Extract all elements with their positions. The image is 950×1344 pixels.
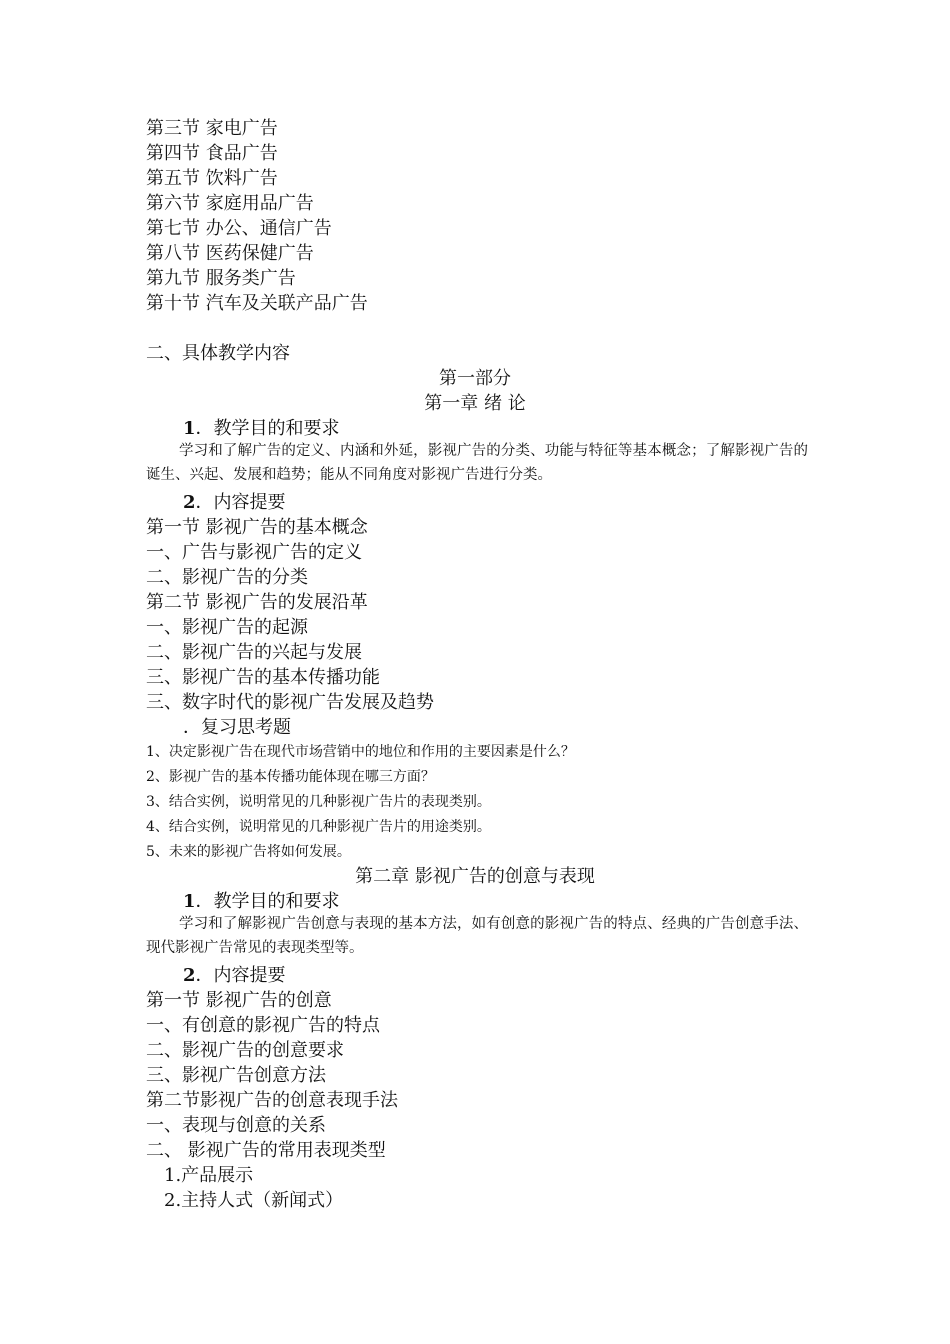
- toc-section-3: 第三节 家电广告: [146, 118, 278, 139]
- goal-title: ．教学目的和要求: [195, 418, 340, 439]
- chapter-1-content-line: 三、影视广告的基本传播功能: [146, 667, 380, 688]
- toc-section-7: 第七节 办公、通信广告: [146, 218, 332, 239]
- chapter-1-goal-heading: [183, 414, 340, 440]
- chapter-1-title: 第一章 绪 论: [424, 393, 526, 414]
- chapter-1-content-line: 二、影视广告的分类: [146, 567, 308, 588]
- toc-section-5: 第五节 饮料广告: [146, 168, 278, 189]
- goal-title: ．教学目的和要求: [195, 891, 340, 912]
- chapter-2-content-line: 一、有创意的影视广告的特点: [146, 1015, 380, 1036]
- section-heading: 二、具体教学内容: [146, 343, 290, 364]
- toc-section-9: 第九节 服务类广告: [146, 268, 296, 289]
- chapter-2-goal-heading: [183, 887, 340, 913]
- chapter-2-content-line: 第一节 影视广告的创意: [146, 990, 332, 1011]
- chapter-1-content-line: 二、影视广告的兴起与发展: [146, 642, 362, 663]
- chapter-1-content-line: 第二节 影视广告的发展沿革: [146, 592, 368, 613]
- chapter-2-content-line: 二、影视广告的创意要求: [146, 1040, 344, 1061]
- chapter-1-content-line: 一、广告与影视广告的定义: [146, 542, 362, 563]
- review-question: 4、结合实例，说明常见的几种影视广告片的用途类别。: [146, 819, 491, 835]
- content-title: ．内容提要: [195, 965, 286, 986]
- chapter-1-content-line: 三、数字时代的影视广告发展及趋势: [146, 692, 434, 713]
- chapter-1-content-line: 第一节 影视广告的基本概念: [146, 517, 368, 538]
- chapter-1-content-heading: [183, 488, 286, 514]
- part-title: 第一部分: [439, 368, 511, 389]
- chapter-2-content-line: 二、 影视广告的常用表现类型: [146, 1140, 386, 1161]
- toc-section-4: 第四节 食品广告: [146, 143, 278, 164]
- goal-number: 1: [183, 891, 196, 912]
- review-question: 2、影视广告的基本传播功能体现在哪三方面？: [146, 769, 435, 785]
- chapter-2-title: 第二章 影视广告的创意与表现: [355, 866, 595, 887]
- sub-item: 1.产品展示: [164, 1165, 254, 1186]
- content-number: 2: [183, 492, 196, 513]
- chapter-1-content-line: 一、影视广告的起源: [146, 617, 308, 638]
- review-question: 5、未来的影视广告将如何发展。: [146, 844, 351, 860]
- goal-number: 1: [183, 418, 196, 439]
- sub-item: 2.主持人式（新闻式）: [164, 1190, 344, 1211]
- content-number: 2: [183, 965, 196, 986]
- chapter-2-content-heading: [183, 961, 286, 987]
- review-question: 1、决定影视广告在现代市场营销中的地位和作用的主要因素是什么？: [146, 744, 575, 760]
- toc-section-6: 第六节 家庭用品广告: [146, 193, 314, 214]
- content-title: ．内容提要: [195, 492, 286, 513]
- chapter-1-goal-text: 学习和了解广告的定义、内涵和外延，影视广告的分类、功能与特征等基本概念；了解影视广告的诞生、兴起、发展和趋势；能从不同角度对影视广告进行分类。: [146, 443, 808, 483]
- toc-section-10: 第十节 汽车及关联产品广告: [146, 293, 368, 314]
- chapter-2-content-line: 第二节影视广告的创意表现手法: [146, 1090, 398, 1111]
- chapter-2-goal-text: 学习和了解影视广告创意与表现的基本方法，如有创意的影视广告的特点、经典的广告创意手法、现代影视广告常见的表现类型等。: [146, 916, 808, 956]
- chapter-1-review-heading: ．复习思考题: [183, 717, 291, 738]
- toc-section-8: 第八节 医药保健广告: [146, 243, 314, 264]
- review-question: 3、结合实例，说明常见的几种影视广告片的表现类别。: [146, 794, 491, 810]
- chapter-2-content-line: 一、表现与创意的关系: [146, 1115, 326, 1136]
- chapter-2-content-line: 三、影视广告创意方法: [146, 1065, 326, 1086]
